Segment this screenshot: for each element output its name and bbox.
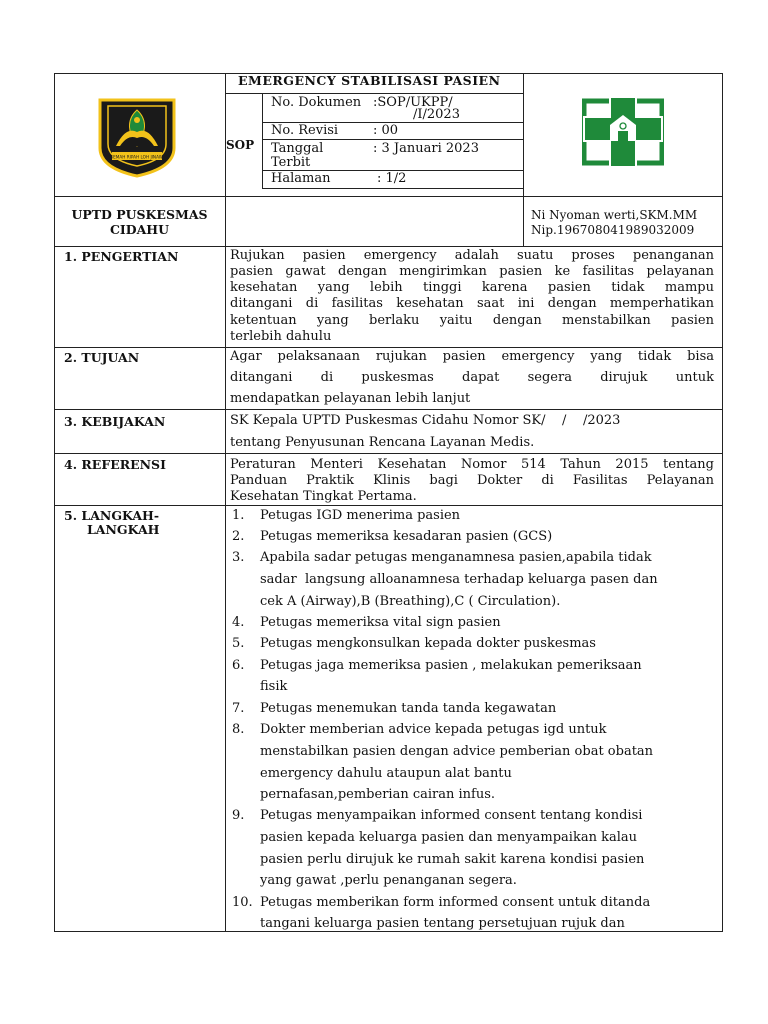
step-text: Petugas jaga memeriksa pasien , melakukan pemeriksaan (260, 658, 642, 673)
rule (54, 347, 722, 348)
rule (225, 73, 226, 932)
step-number: 3. (232, 550, 245, 565)
step-number: 1. (232, 508, 245, 523)
step-text: Petugas menemukan tanda tanda kegawatan (260, 701, 557, 716)
rule (225, 93, 523, 94)
revision-value: : 00 (373, 123, 399, 138)
rule (54, 73, 55, 932)
revision-label: No. Revisi (271, 123, 339, 138)
text-line: terlebih dahulu (230, 329, 332, 344)
document-title: EMERGENCY STABILISASI PASIEN (238, 73, 501, 88)
step-text: emergency dahulu ataupun alat bantu (260, 766, 512, 781)
date-label: Tanggal (271, 141, 324, 156)
text-line: Rujukan pasien emergency adalah suatu proses penanganan (230, 248, 714, 263)
step-number: 9. (232, 808, 245, 823)
seal-motto: GEMAH RIPAH LOH JINAWI (109, 154, 165, 160)
page-label: Halaman (271, 171, 331, 186)
step-text: yang gawat ,perlu penanganan segera. (260, 873, 517, 888)
step-number: 4. (232, 615, 245, 630)
doc-number-value-cont: /I/2023 (413, 107, 460, 122)
rule (722, 73, 723, 932)
step-number: 2. (232, 529, 245, 544)
text-line: ditangani di puskesmas dapat segera dirujuk untuk (230, 370, 714, 385)
rule (262, 139, 523, 140)
text-line: SK Kepala UPTD Puskesmas Cidahu Nomor SK/ / /2023 (230, 413, 621, 428)
section-label-kebijakan: 3. KEBIJAKAN (64, 414, 166, 429)
step-text: Petugas IGD menerima pasien (260, 508, 461, 523)
regency-seal (96, 96, 178, 178)
step-text: pasien perlu dirujuk ke rumah sakit karena kondisi pasien (260, 852, 645, 867)
doc-number-label: No. Dokumen (271, 95, 362, 110)
page-value: : 1/2 (377, 171, 407, 186)
step-number: 6. (232, 658, 245, 673)
text-line: kesehatan yang lebih tinggi karena pasien tidak mampu (230, 280, 714, 295)
doc-number-value: :SOP/UKPP/ (373, 95, 453, 110)
section-label-langkah: 5. LANGKAH- (64, 508, 160, 523)
text-line: Peraturan Menteri Kesehatan Nomor 514 Tahun 2015 tentang (230, 457, 714, 472)
text-line: pasien gawat dengan mengirimkan pasien ke fasilitas pelayanan (230, 264, 714, 279)
step-text: Dokter memberian advice kepada petugas igd untuk (260, 722, 607, 737)
signer-name: Ni Nyoman werti,SKM.MM (531, 208, 698, 222)
rule (54, 409, 722, 410)
puskesmas-logo (582, 95, 664, 169)
rule (54, 246, 722, 247)
section-label-pengertian: 1. PENGERTIAN (64, 249, 179, 264)
step-text: fisik (260, 679, 288, 694)
date-label-cont: Terbit (271, 155, 311, 170)
step-number: 5. (232, 636, 245, 651)
org-name: UPTD PUSKESMAS (71, 207, 208, 222)
text-line: Agar pelaksanaan rujukan pasien emergency yang tidak bisa (230, 349, 714, 364)
date-value: : 3 Januari 2023 (373, 141, 479, 156)
step-number: 7. (232, 701, 245, 716)
text-line: Panduan Praktik Klinis bagi Dokter di Fasilitas Pelayanan (230, 473, 714, 488)
rule (523, 73, 524, 247)
step-text: Petugas mengkonsulkan kepada dokter puskesmas (260, 636, 596, 651)
step-text: Petugas menyampaikan informed consent tentang kondisi (260, 808, 643, 823)
text-line: ditangani di fasilitas kesehatan saat ini dengan memperhatikan (230, 296, 714, 311)
rule (54, 453, 722, 454)
step-text: tangani keluarga pasien tentang persetujuan rujuk dan (260, 916, 625, 931)
step-text: menstabilkan pasien dengan advice pemberian obat obatan (260, 744, 654, 759)
text-line: Kesehatan Tingkat Pertama. (230, 489, 417, 504)
step-text: sadar langsung alloanamnesa terhadap keluarga pasen dan (260, 572, 658, 587)
step-text: Petugas memeriksa vital sign pasien (260, 615, 501, 630)
step-text: Petugas memeriksa kesadaran pasien (GCS) (260, 529, 553, 544)
step-number: 10. (232, 895, 253, 910)
rule (54, 196, 722, 197)
step-number: 8. (232, 722, 245, 737)
signer-nip: Nip.196708041989032009 (531, 223, 695, 237)
section-label-langkah-cont: LANGKAH (87, 522, 160, 537)
step-text: pasien kepada keluarga pasien dan menyampaikan kalau (260, 830, 637, 845)
section-label-referensi: 4. REFERENSI (64, 457, 166, 472)
rule (54, 505, 722, 506)
section-label-tujuan: 2. TUJUAN (64, 350, 140, 365)
step-text: Petugas memberikan form informed consent untuk ditanda (260, 895, 651, 910)
step-text: pernafasan,pemberian cairan infus. (260, 787, 496, 802)
org-name-cont: CIDAHU (109, 222, 170, 237)
text-line: ketentuan yang berlaku yaitu dengan menstabilkan pasien (230, 313, 714, 328)
text-line: tentang Penyusunan Rencana Layanan Medis. (230, 435, 535, 450)
step-text: Apabila sadar petugas menganamnesa pasien,apabila tidak (260, 550, 652, 565)
rule (262, 93, 263, 189)
sop-label: SOP (226, 138, 255, 152)
text-line: mendapatkan pelayanan lebih lanjut (230, 391, 471, 406)
step-text: cek A (Airway),B (Breathing),C ( Circulation). (260, 594, 561, 609)
rule (262, 188, 523, 189)
